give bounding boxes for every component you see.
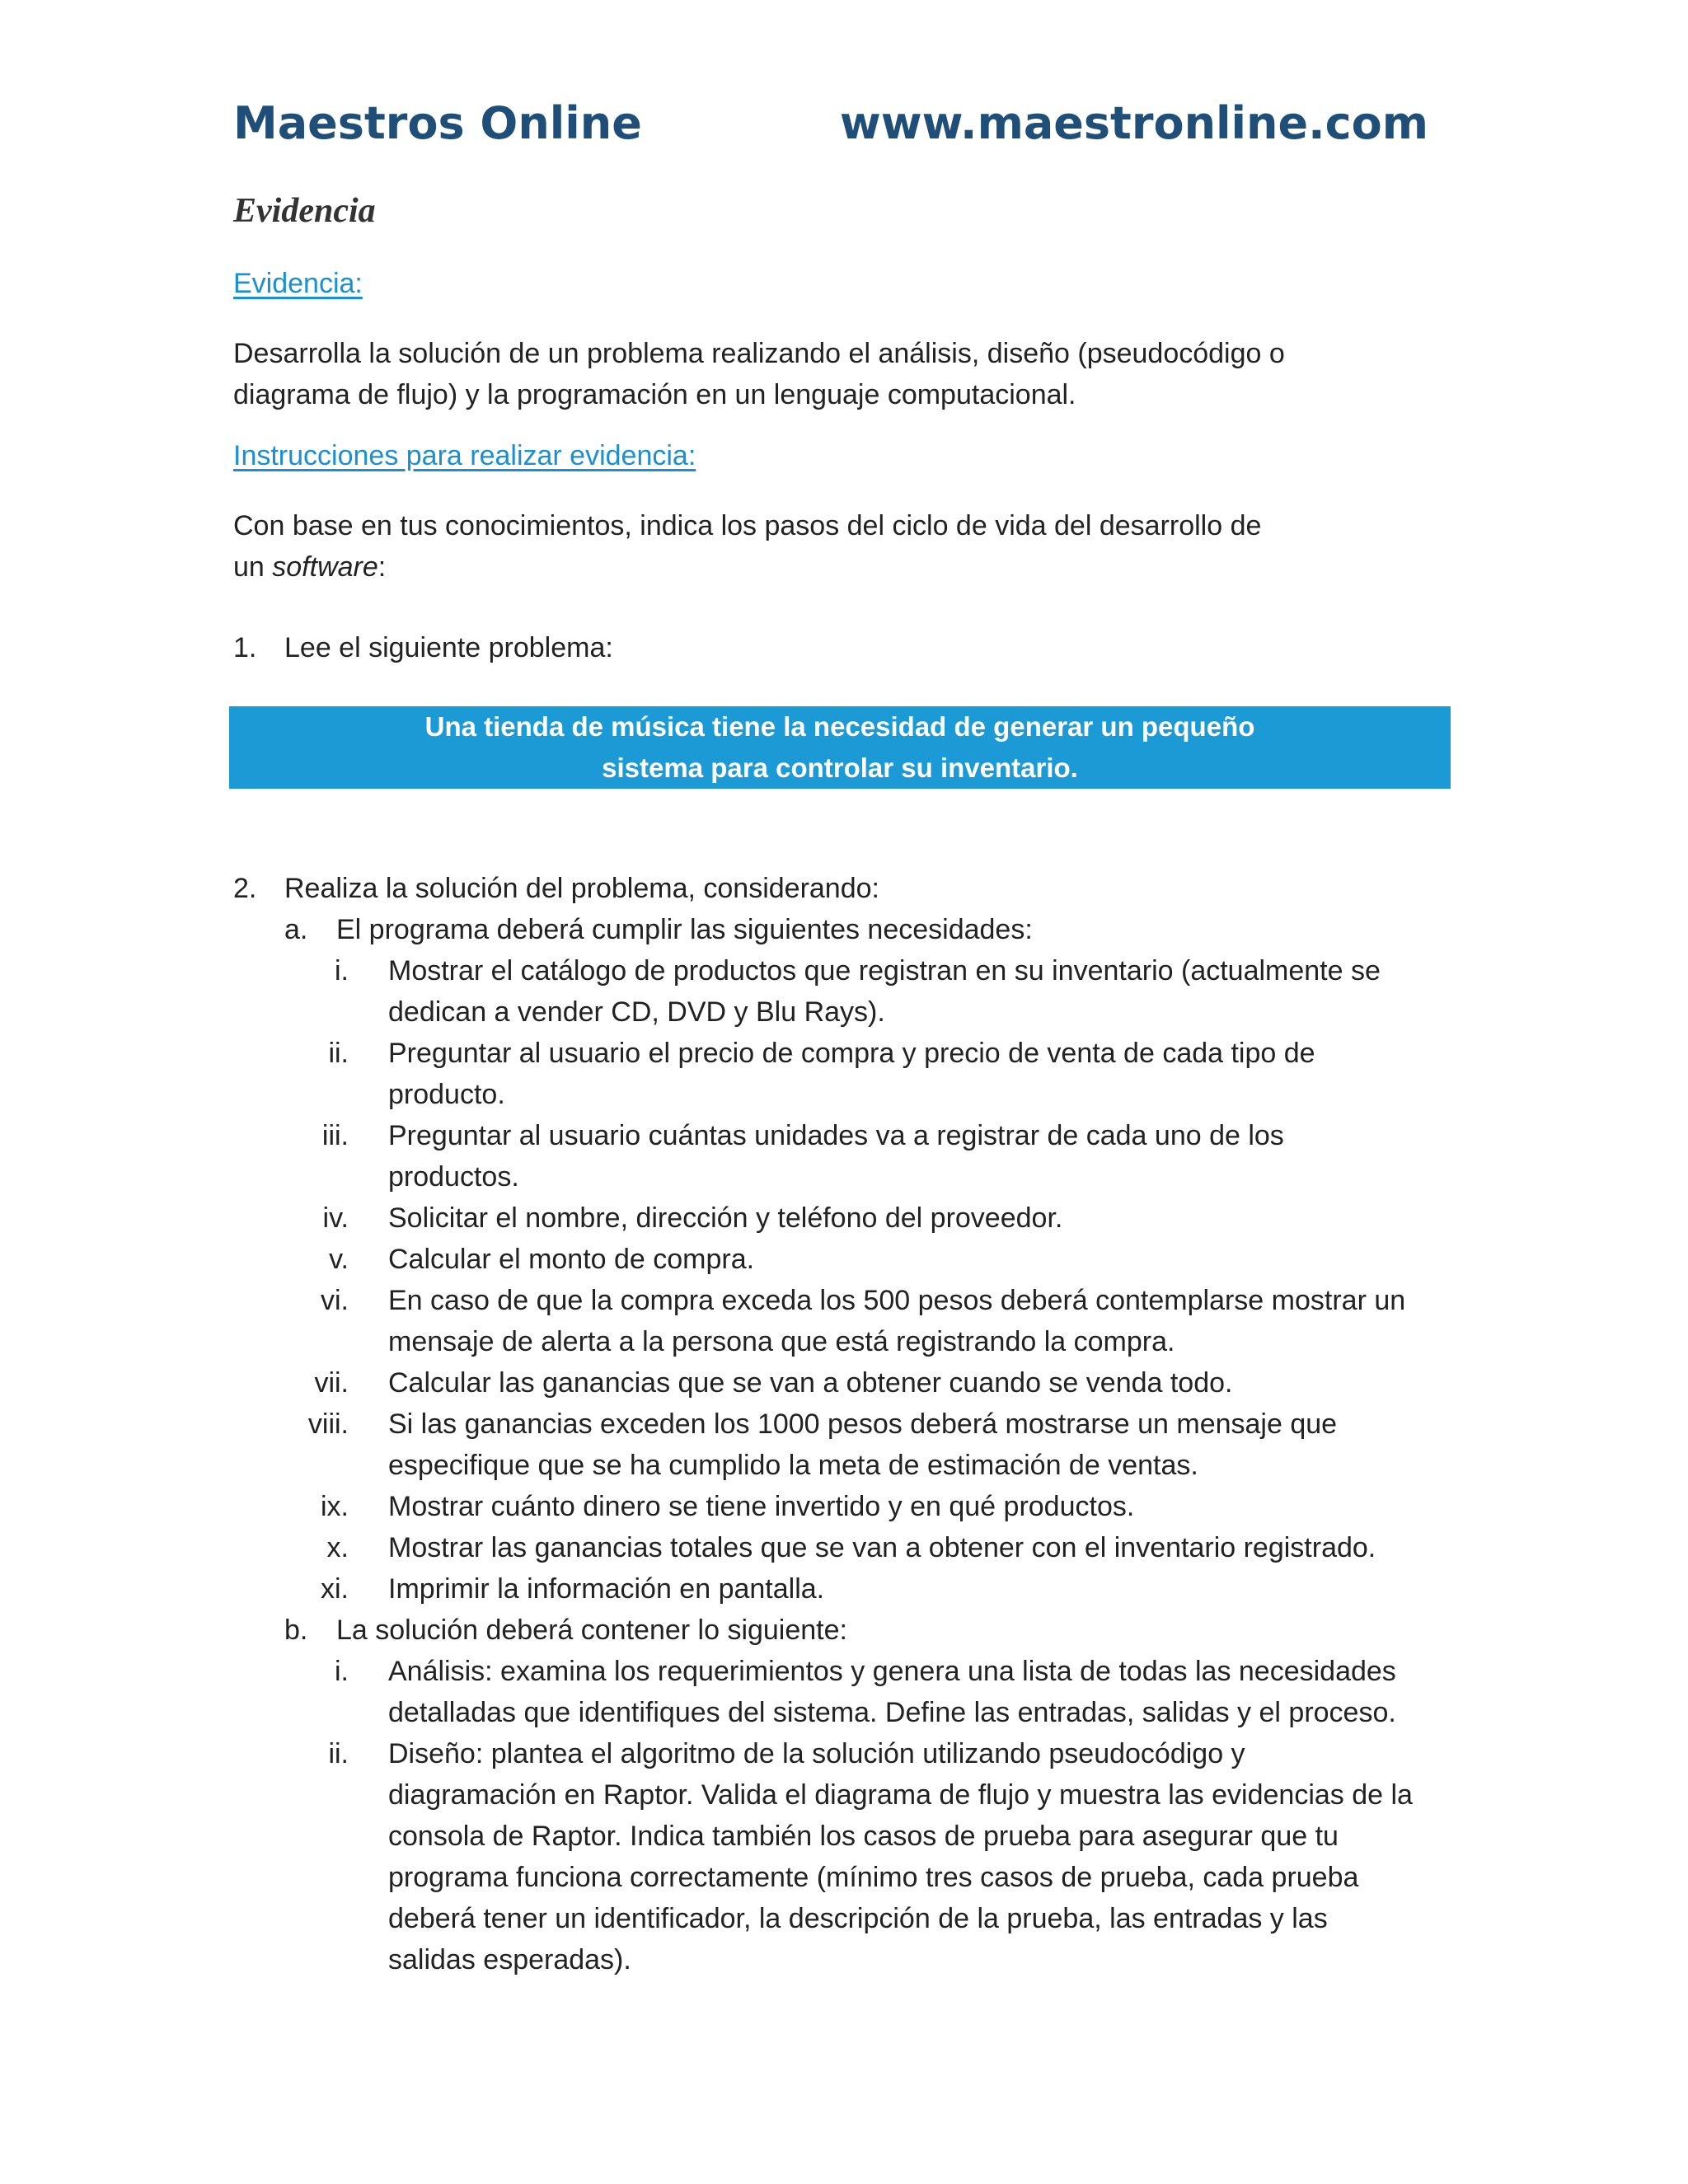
- list-item-line: En caso de que la compra exceda los 500 pesos deberá contemplarse mostrar un: [388, 1285, 1406, 1316]
- list-item-line: Calcular las ganancias que se van a obtener cuando se venda todo.: [388, 1367, 1233, 1399]
- list-item-line: Si las ganancias exceden los 1000 pesos deberá mostrarse un mensaje que: [388, 1408, 1338, 1440]
- software-term: software: [272, 551, 378, 583]
- list-item: [233, 1486, 1453, 1527]
- list-item-line: Mostrar el catálogo de productos que registran en su inventario (actualmente se: [388, 955, 1381, 987]
- list-item: [233, 1280, 1453, 1362]
- list-marker: vi.: [321, 1285, 349, 1316]
- list-item-line: deberá tener un identificador, la descripción de la prueba, las entradas y las: [388, 1903, 1328, 1934]
- list-item-line: Análisis: examina los requerimientos y genera una lista de todas las necesidades: [388, 1656, 1396, 1687]
- description-line: diagrama de flujo) y la programación en un lenguaje computacional.: [233, 379, 1076, 410]
- list-marker: iii.: [321, 1120, 349, 1151]
- list-item-line: Calcular el monto de compra.: [388, 1244, 755, 1275]
- list-item: [233, 950, 1453, 1033]
- list-item: [233, 1651, 1453, 1733]
- instrucciones-intro: [233, 505, 1453, 588]
- list-item-line: Preguntar al usuario el precio de compra y precio de venta de cada tipo de: [388, 1038, 1315, 1069]
- sublist-a-header: [233, 909, 1453, 950]
- problem-callout: [229, 706, 1451, 789]
- list-marker: 1.: [233, 632, 257, 663]
- list-item: [233, 1733, 1453, 1980]
- intro-line: Con base en tus conocimientos, indica los pasos del ciclo de vida del desarrollo de: [233, 510, 1262, 541]
- sublist-b-header: [233, 1610, 1453, 1651]
- list-marker: ix.: [321, 1491, 349, 1522]
- list-item-line: especifique que se ha cumplido la meta de estimación de ventas.: [388, 1450, 1198, 1481]
- list-item-line: productos.: [388, 1161, 519, 1193]
- list-marker: iv.: [322, 1202, 349, 1234]
- page-header: [233, 97, 1428, 163]
- list-item-line: detalladas que identifiques del sistema. Define las entradas, salidas y el proceso.: [388, 1697, 1396, 1728]
- list-item: [233, 1115, 1453, 1197]
- sublist-b-items: [233, 1651, 1453, 1980]
- list-marker: i.: [335, 1656, 349, 1687]
- list-item-line: Solicitar el nombre, dirección y teléfono del proveedor.: [388, 1202, 1063, 1234]
- document-title: Evidencia: [233, 192, 376, 230]
- evidencia-description: [233, 333, 1453, 415]
- step-2: [233, 868, 1453, 909]
- callout-line: Una tienda de música tiene la necesidad de generar un pequeño: [424, 711, 1255, 742]
- list-marker: i.: [335, 955, 349, 987]
- list-marker: b.: [284, 1615, 308, 1646]
- sublist-text: La solución deberá contener lo siguiente:: [336, 1615, 847, 1646]
- step-text: Lee el siguiente problema:: [284, 632, 613, 663]
- list-item-line: diagramación en Raptor. Valida el diagrama de flujo y muestra las evidencias de la: [388, 1779, 1413, 1811]
- list-marker: v.: [329, 1244, 349, 1275]
- list-item-line: dedican a vender CD, DVD y Blu Rays).: [388, 996, 885, 1028]
- list-marker: 2.: [233, 873, 257, 904]
- list-marker: vii.: [314, 1367, 349, 1399]
- list-item: [233, 1033, 1453, 1115]
- list-item: [233, 1568, 1453, 1610]
- step-2-list: [233, 868, 1453, 1980]
- list-item-line: Diseño: plantea el algoritmo de la solución utilizando pseudocódigo y: [388, 1738, 1245, 1769]
- list-item-line: producto.: [388, 1079, 505, 1110]
- list-item-line: Mostrar cuánto dinero se tiene invertido y en qué productos.: [388, 1491, 1135, 1522]
- step-text: Realiza la solución del problema, considerando:: [284, 873, 879, 904]
- list-item: [233, 1197, 1453, 1239]
- list-item-line: Imprimir la información en pantalla.: [388, 1573, 825, 1605]
- evidencia-heading: Evidencia:: [233, 268, 363, 299]
- list-item-line: Preguntar al usuario cuántas unidades va a registrar de cada uno de los: [388, 1120, 1284, 1151]
- list-item-line: consola de Raptor. Indica también los casos de prueba para asegurar que tu: [388, 1821, 1339, 1852]
- sublist-text: El programa deberá cumplir las siguientes necesidades:: [336, 914, 1033, 945]
- step-1: [233, 627, 1453, 668]
- list-marker: a.: [284, 914, 308, 945]
- website-url: www.maestronline.com: [839, 97, 1428, 149]
- list-item-line: programa funciona correctamente (mínimo tres casos de prueba, cada prueba: [388, 1862, 1359, 1893]
- list-marker: ii.: [328, 1038, 349, 1069]
- list-marker: viii.: [307, 1408, 349, 1440]
- brand-name: Maestros Online: [233, 97, 642, 149]
- list-item: [233, 1404, 1453, 1486]
- list-marker: xi.: [321, 1573, 349, 1605]
- list-item: [233, 1239, 1453, 1280]
- list-item-line: salidas esperadas).: [388, 1944, 631, 1975]
- description-line: Desarrolla la solución de un problema realizando el análisis, diseño (pseudocódigo o: [233, 338, 1285, 369]
- intro-line: un software:: [233, 551, 387, 583]
- callout-line: sistema para controlar su inventario.: [602, 752, 1078, 783]
- list-item: [233, 1527, 1453, 1568]
- list-marker: x.: [326, 1532, 349, 1563]
- list-marker: ii.: [328, 1738, 349, 1769]
- list-item: [233, 1362, 1453, 1404]
- instrucciones-heading: Instrucciones para realizar evidencia:: [233, 440, 696, 471]
- list-item-line: Mostrar las ganancias totales que se van a obtener con el inventario registrado.: [388, 1532, 1376, 1563]
- list-item-line: mensaje de alerta a la persona que está registrando la compra.: [388, 1326, 1175, 1357]
- sublist-a-items: [233, 950, 1453, 1610]
